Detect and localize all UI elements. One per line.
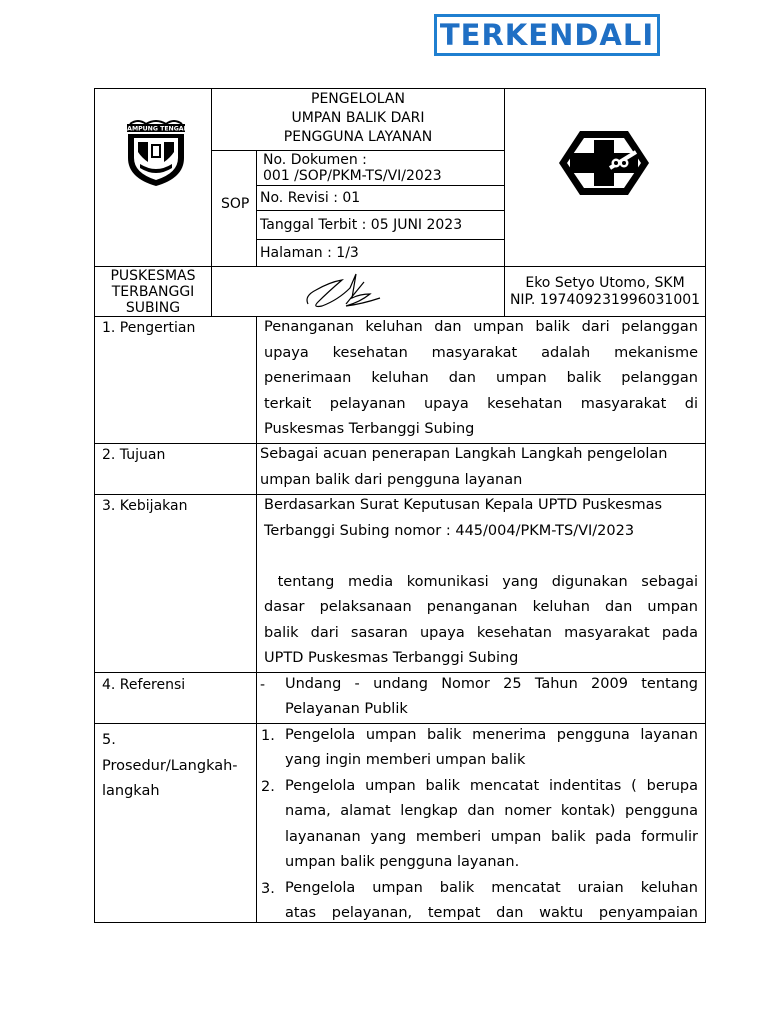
kebijakan-line: tentang media komunikasi yang digunakan sebagai [264,574,698,590]
referensi-bullet: - [260,677,266,693]
tujuan-line: Sebagai acuan penerapan Langkah Langkah pengelolan [260,446,668,462]
prosedur-line: layananan yang memberi umpan balik pada formulir [285,829,698,845]
prosedur-item-3-line-2 [285,901,698,927]
prosedur-item-1-line-1 [285,723,698,749]
pengertian-line: penerimaan keluhan dan umpan balik pelanggan [264,370,698,386]
signer-info [505,275,705,309]
prosedur-line: atas pelayanan, tempat dan waktu penyampaian [285,905,698,921]
title-line-1: PENGELOLAN [311,91,405,107]
sop-label: SOP [221,196,250,212]
referensi-line: Pelayanan Publik [285,701,408,717]
section-label-tujuan: 2. Tujuan [102,447,166,463]
section-label-prosedur [102,728,238,805]
prosedur-item-2-line-1 [285,774,698,800]
terkendali-stamp [434,14,660,56]
kebijakan-line: dasar pelaksanaan penanganan keluhan dan umpan [264,599,698,615]
pengertian-text-2 [264,341,698,367]
prosedur-line: Pengelola umpan balik menerima pengguna layanan [285,727,698,743]
pengertian-line: upaya kesehatan masyarakat adalah mekanisme [264,345,698,361]
prosedur-label-line: langkah [102,783,160,800]
prosedur-item-1-line-2 [285,748,698,774]
sop-title [212,90,504,147]
prosedur-label-line: Prosedur/Langkah- [102,757,238,774]
prosedur-line: Pengelola umpan balik mencatat uraian keluhan [285,880,698,896]
referensi-line: Undang - undang Nomor 25 Tahun 2009 tentang [285,676,698,692]
pengertian-line: Penanganan keluhan dan umpan balik dari pelanggan [264,319,698,335]
page-number: Halaman : 1/3 [260,245,359,261]
kebijakan-text-b3 [264,621,698,647]
revision-number: No. Revisi : 01 [260,190,361,206]
prosedur-item-3-line-1 [285,876,698,902]
prosedur-item-number: 2. [261,779,275,795]
kebijakan-text-b1 [264,570,698,596]
title-line-3: PENGGUNA LAYANAN [283,129,433,145]
signer-nip: NIP. 197409231996031001 [509,292,701,308]
prosedur-line: yang ingin memberi umpan balik [285,752,526,768]
kebijakan-line: Terbanggi Subing nomor : 445/004/PKM-TS/VI/2023 [264,522,635,539]
prosedur-label-line: 5. [102,732,116,748]
puskesmas-logo [556,128,652,198]
svg-text:LAMPUNG TENGAH: LAMPUNG TENGAH [124,125,188,133]
stamp-text: TERKENDALI [439,18,655,52]
prosedur-line: umpan balik pengguna layanan. [285,854,520,870]
prosedur-line: Pengelola umpan balik mencatat indentitas ( berupa [285,778,698,794]
prosedur-item-2-line-3 [285,825,698,851]
kebijakan-line: balik dari sasaran upaya kesehatan masyarakat pada [264,625,698,641]
kebijakan-text-b4 [264,646,698,672]
tujuan-text [260,442,700,493]
referensi-text-2 [285,697,698,723]
org-line-1: PUSKESMAS [110,268,196,284]
kebijakan-line: UPTD Puskesmas Terbanggi Subing [264,650,519,666]
referensi-text-1 [285,672,698,698]
pengertian-text-4 [264,392,698,418]
section-label-pengertian: 1. Pengertian [102,320,196,336]
prosedur-item-number: 3. [261,881,275,897]
doc-number-value: 001 /SOP/PKM-TS/VI/2023 [263,168,442,184]
pengertian-line: terkait pelayanan upaya kesehatan masyarakat di [264,396,698,412]
organization-name [95,268,211,316]
doc-number-label: No. Dokumen : [263,152,367,168]
org-line-3: SUBING [125,300,181,316]
lampung-tengah-logo [124,118,188,188]
kebijakan-text-b2 [264,595,698,621]
section-label-referensi: 4. Referensi [102,677,186,693]
signer-name: Eko Setyo Utomo, SKM [525,275,685,291]
prosedur-item-number: 1. [261,728,275,744]
prosedur-item-2-line-2 [285,799,698,825]
pengertian-line: Puskesmas Terbanggi Subing [264,421,475,437]
pengertian-text [264,315,698,341]
kebijakan-text-a [264,493,698,544]
tujuan-line: umpan balik dari pengguna layanan [260,471,523,488]
prosedur-item-2-line-4 [285,850,698,876]
section-label-kebijakan: 3. Kebijakan [102,498,188,514]
pengertian-text-3 [264,366,698,392]
kebijakan-line: Berdasarkan Surat Keputusan Kepala UPTD Puskesmas [264,497,663,513]
prosedur-line: nama, alamat lengkap dan nomer kontak) pengguna [285,803,698,819]
publish-date: Tanggal Terbit : 05 JUNI 2023 [260,217,463,233]
signature-image [298,268,386,314]
pengertian-text-5 [264,417,698,443]
org-line-2: TERBANGGI [111,284,195,300]
title-line-2: UMPAN BALIK DARI [291,110,425,126]
